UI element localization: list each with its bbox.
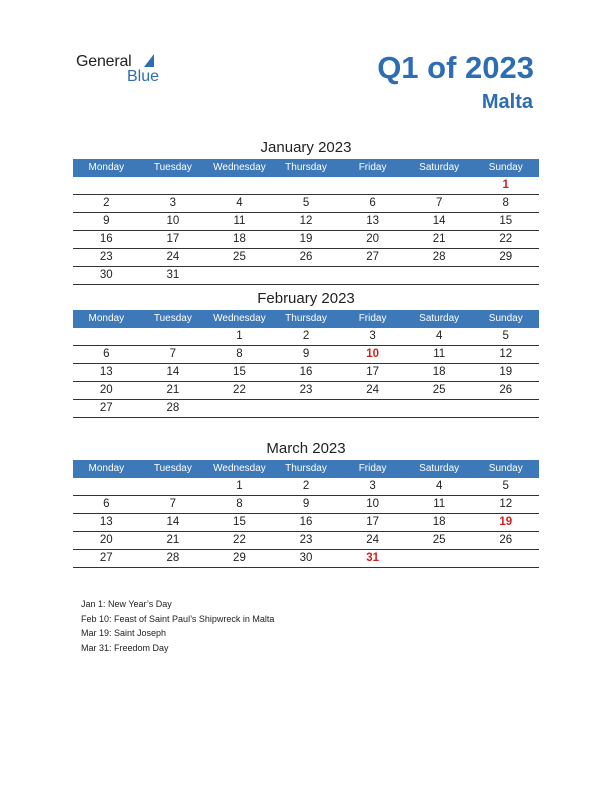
day-cell: 25 [432, 534, 446, 546]
day-cell: 19 [299, 233, 313, 245]
day-cell [73, 478, 140, 495]
week-row [73, 195, 539, 213]
weekday-label: Tuesday [153, 313, 192, 324]
week-row [73, 177, 539, 195]
month-march [73, 438, 539, 568]
weekday-label: Sunday [488, 162, 523, 173]
day-cell: 22 [499, 233, 513, 245]
day-cell: 27 [99, 552, 113, 564]
day-cell: 6 [103, 498, 110, 510]
holiday-day-cell: 19 [499, 516, 513, 528]
day-cell: 26 [299, 251, 313, 263]
day-cell: 2 [302, 330, 310, 342]
day-cell [406, 400, 473, 417]
day-cell: 2 [302, 480, 310, 492]
day-cell: 19 [499, 366, 513, 378]
day-cell: 22 [233, 384, 246, 396]
brand-general-text: General [76, 53, 132, 70]
day-cell: 1 [236, 330, 243, 342]
weekday-label: Monday [88, 463, 125, 474]
day-cell: 27 [366, 251, 379, 263]
day-cell: 17 [366, 516, 379, 528]
day-cell: 1 [236, 480, 243, 492]
week-row [73, 550, 539, 568]
holiday-day-cell: 10 [366, 348, 379, 360]
weekday-label: Tuesday [153, 162, 192, 173]
day-cell: 24 [366, 534, 379, 546]
weekday-header-row [73, 310, 539, 328]
brand-logo [76, 53, 176, 89]
day-cell: 25 [432, 384, 446, 396]
weekday-label: Saturday [419, 463, 460, 474]
weekday-label: Thursday [285, 162, 327, 173]
day-cell: 30 [99, 269, 113, 281]
day-cell: 7 [169, 348, 177, 360]
weekday-label: Thursday [285, 313, 327, 324]
day-cell: 22 [233, 534, 246, 546]
day-cell: 21 [432, 233, 446, 245]
weekday-header-row [73, 460, 539, 478]
month-title: February 2023 [257, 290, 355, 307]
holiday-notes [81, 597, 274, 655]
holiday-day-cell: 31 [366, 552, 379, 564]
day-cell: 5 [302, 197, 310, 209]
month-title: January 2023 [260, 139, 352, 156]
day-cell [140, 177, 207, 194]
holiday-note: Feb 10: Feast of Saint Paul’s Shipwreck in Malta [81, 613, 275, 624]
weekday-label: Friday [358, 162, 387, 173]
day-cell: 7 [169, 498, 177, 510]
day-cell: 26 [499, 534, 513, 546]
weekday-label: Sunday [488, 313, 523, 324]
day-cell [206, 267, 273, 284]
week-row [73, 231, 539, 249]
day-cell: 3 [169, 197, 177, 209]
week-row [73, 514, 539, 532]
day-cell [140, 478, 207, 495]
day-cell: 9 [302, 498, 310, 510]
day-cell [339, 177, 406, 194]
day-cell: 5 [502, 480, 509, 492]
week-row [73, 478, 539, 496]
brand-triangle-icon [144, 54, 154, 67]
day-cell: 28 [432, 251, 446, 263]
day-cell: 4 [435, 330, 443, 342]
day-cell: 11 [233, 215, 246, 227]
day-cell: 12 [299, 215, 313, 227]
day-cell: 11 [433, 348, 446, 360]
weekday-label: Wednesday [213, 313, 266, 324]
day-cell: 21 [166, 534, 180, 546]
holiday-day-cell: 1 [502, 179, 509, 191]
brand-blue-text: Blue [127, 68, 160, 85]
week-row [73, 496, 539, 514]
holiday-note: Mar 31: Freedom Day [81, 642, 169, 653]
day-cell: 18 [233, 233, 246, 245]
week-row [73, 213, 539, 231]
day-cell: 30 [299, 552, 313, 564]
holiday-note: Jan 1: New Year’s Day [81, 599, 172, 609]
day-cell: 20 [99, 384, 113, 396]
week-row [73, 346, 539, 364]
weekday-label: Monday [88, 313, 125, 324]
day-cell: 24 [166, 251, 180, 263]
day-cell: 23 [299, 384, 313, 396]
day-cell: 6 [103, 348, 110, 360]
day-cell: 10 [166, 215, 180, 227]
day-cell: 28 [166, 402, 180, 414]
weekday-header-row [73, 159, 539, 177]
month-title: March 2023 [266, 440, 346, 457]
day-cell [472, 267, 539, 284]
day-cell: 23 [99, 251, 113, 263]
day-cell: 4 [435, 480, 443, 492]
day-cell [406, 267, 473, 284]
day-cell [73, 328, 140, 345]
day-cell [406, 177, 473, 194]
day-cell: 20 [366, 233, 379, 245]
day-cell: 29 [499, 251, 513, 263]
day-cell: 20 [99, 534, 113, 546]
day-cell: 13 [99, 366, 113, 378]
month-february [73, 288, 539, 418]
day-cell: 13 [99, 516, 113, 528]
day-cell: 15 [233, 516, 246, 528]
month-january [73, 137, 539, 285]
day-cell: 17 [166, 233, 180, 245]
day-cell: 29 [233, 552, 246, 564]
day-cell: 27 [99, 402, 113, 414]
day-cell: 10 [366, 498, 379, 510]
day-cell: 8 [236, 498, 243, 510]
day-cell: 16 [99, 233, 113, 245]
week-row [73, 328, 539, 346]
day-cell: 11 [433, 498, 446, 510]
day-cell: 9 [302, 348, 310, 360]
day-cell: 3 [369, 480, 376, 492]
day-cell: 14 [432, 215, 446, 227]
day-cell: 23 [299, 534, 313, 546]
day-cell: 15 [233, 366, 246, 378]
day-cell: 12 [499, 348, 513, 360]
day-cell: 4 [236, 197, 243, 209]
holiday-note: Mar 19: Saint Joseph [81, 628, 167, 638]
day-cell: 12 [499, 498, 513, 510]
day-cell: 2 [103, 197, 110, 209]
day-cell: 18 [432, 366, 446, 378]
day-cell [339, 267, 406, 284]
day-cell: 5 [502, 330, 509, 342]
day-cell: 28 [166, 552, 180, 564]
day-cell [406, 550, 473, 567]
day-cell: 24 [366, 384, 379, 396]
day-cell [339, 400, 406, 417]
day-cell [273, 177, 340, 194]
day-cell: 15 [499, 215, 513, 227]
day-cell: 31 [166, 269, 180, 281]
weekday-label: Saturday [419, 162, 460, 173]
week-row [73, 532, 539, 550]
day-cell [140, 328, 207, 345]
weekday-label: Friday [358, 463, 387, 474]
day-cell: 8 [236, 348, 243, 360]
weekday-label: Wednesday [213, 162, 266, 173]
day-cell: 13 [366, 215, 379, 227]
weekday-label: Monday [88, 162, 125, 173]
weekday-label: Saturday [419, 313, 460, 324]
week-row [73, 400, 539, 418]
day-cell [472, 550, 539, 567]
day-cell: 25 [233, 251, 246, 263]
weekday-label: Sunday [488, 463, 523, 474]
day-cell: 7 [435, 197, 443, 209]
weekday-label: Friday [358, 313, 387, 324]
day-cell: 6 [369, 197, 376, 209]
day-cell: 14 [166, 516, 180, 528]
week-row [73, 364, 539, 382]
day-cell: 26 [499, 384, 513, 396]
day-cell: 17 [366, 366, 379, 378]
day-cell: 8 [502, 197, 509, 209]
page-title: Q1 of 2023 [377, 50, 534, 85]
day-cell [73, 177, 140, 194]
weekday-label: Thursday [285, 463, 327, 474]
day-cell: 9 [103, 215, 110, 227]
week-row [73, 267, 539, 285]
country-name: Malta [481, 91, 533, 113]
weekday-label: Wednesday [213, 463, 266, 474]
day-cell [206, 400, 273, 417]
day-cell [206, 177, 273, 194]
week-row [73, 382, 539, 400]
weekday-label: Tuesday [153, 463, 192, 474]
day-cell [273, 400, 340, 417]
day-cell: 14 [166, 366, 180, 378]
day-cell [472, 400, 539, 417]
day-cell [273, 267, 340, 284]
week-row [73, 249, 539, 267]
day-cell: 21 [166, 384, 180, 396]
day-cell: 18 [432, 516, 446, 528]
day-cell: 16 [299, 516, 313, 528]
day-cell: 16 [299, 366, 313, 378]
day-cell: 3 [369, 330, 376, 342]
